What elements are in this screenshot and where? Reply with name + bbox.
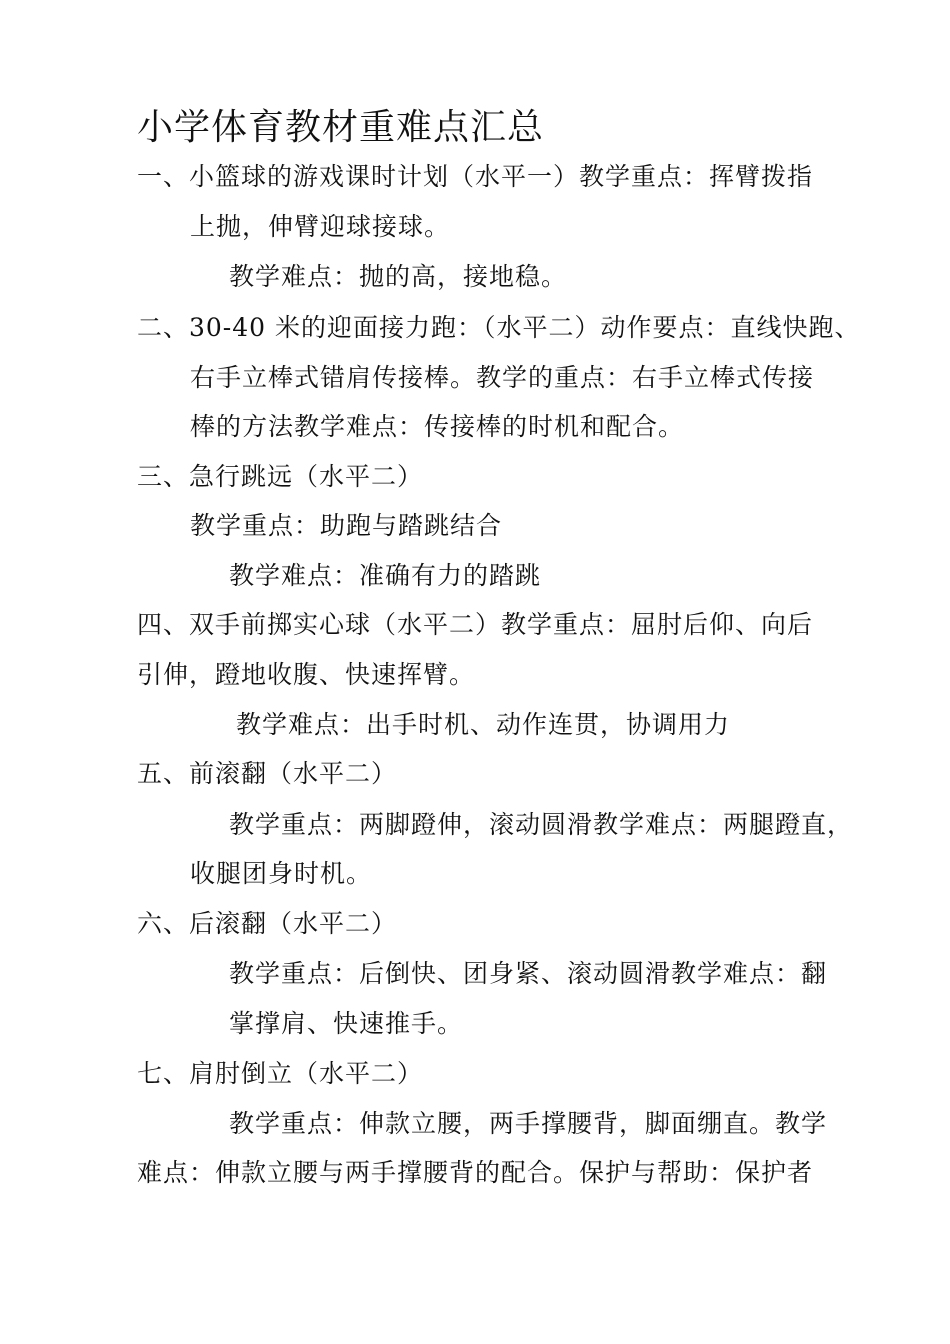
text-line: 收腿团身时机。 <box>190 859 373 888</box>
text-line: 引伸，蹬地收腹、快速挥臂。 <box>137 660 476 689</box>
text-line: 难点：伸款立腰与两手撑腰背的配合。保护与帮助：保护者 <box>137 1158 814 1187</box>
text-line: 五、前滚翻（水平二） <box>137 759 398 788</box>
text-line: 教学难点：准确有力的踏跳 <box>229 561 542 590</box>
text-line: 二、30-40 米的迎面接力跑：（水平二）动作要点：直线快跑、 <box>137 313 861 342</box>
text-line: 掌撑肩、快速推手。 <box>229 1009 464 1038</box>
text-line: 教学重点：助跑与踏跳结合 <box>190 511 503 540</box>
text-line: 教学难点：抛的高，接地稳。 <box>229 262 568 291</box>
text-line: 教学重点：后倒快、团身紧、滚动圆滑教学难点：翻 <box>229 959 828 988</box>
text-line: 四、双手前掷实心球（水平二）教学重点：屈肘后仰、向后 <box>137 610 814 639</box>
text-line: 三、急行跳远（水平二） <box>137 462 424 491</box>
text-line: 一、小篮球的游戏课时计划（水平一）教学重点：挥臂拨指 <box>137 162 814 191</box>
text-line: 六、后滚翻（水平二） <box>137 909 398 938</box>
document-title: 小学体育教材重难点汇总 <box>137 107 545 148</box>
text-line: 教学重点：两脚蹬伸，滚动圆滑教学难点：两腿蹬直， <box>229 810 854 839</box>
text-line: 教学重点：伸款立腰，两手撑腰背，脚面绷直。教学 <box>229 1109 828 1138</box>
text-line: 七、肩肘倒立（水平二） <box>137 1059 424 1088</box>
text-line: 棒的方法教学难点：传接棒的时机和配合。 <box>190 412 685 441</box>
text-line: 右手立棒式错肩传接棒。教学的重点：右手立棒式传接 <box>190 363 815 392</box>
text-line: 上抛，伸臂迎球接球。 <box>190 212 451 241</box>
text-line: 教学难点：出手时机、动作连贯，协调用力 <box>236 710 731 739</box>
